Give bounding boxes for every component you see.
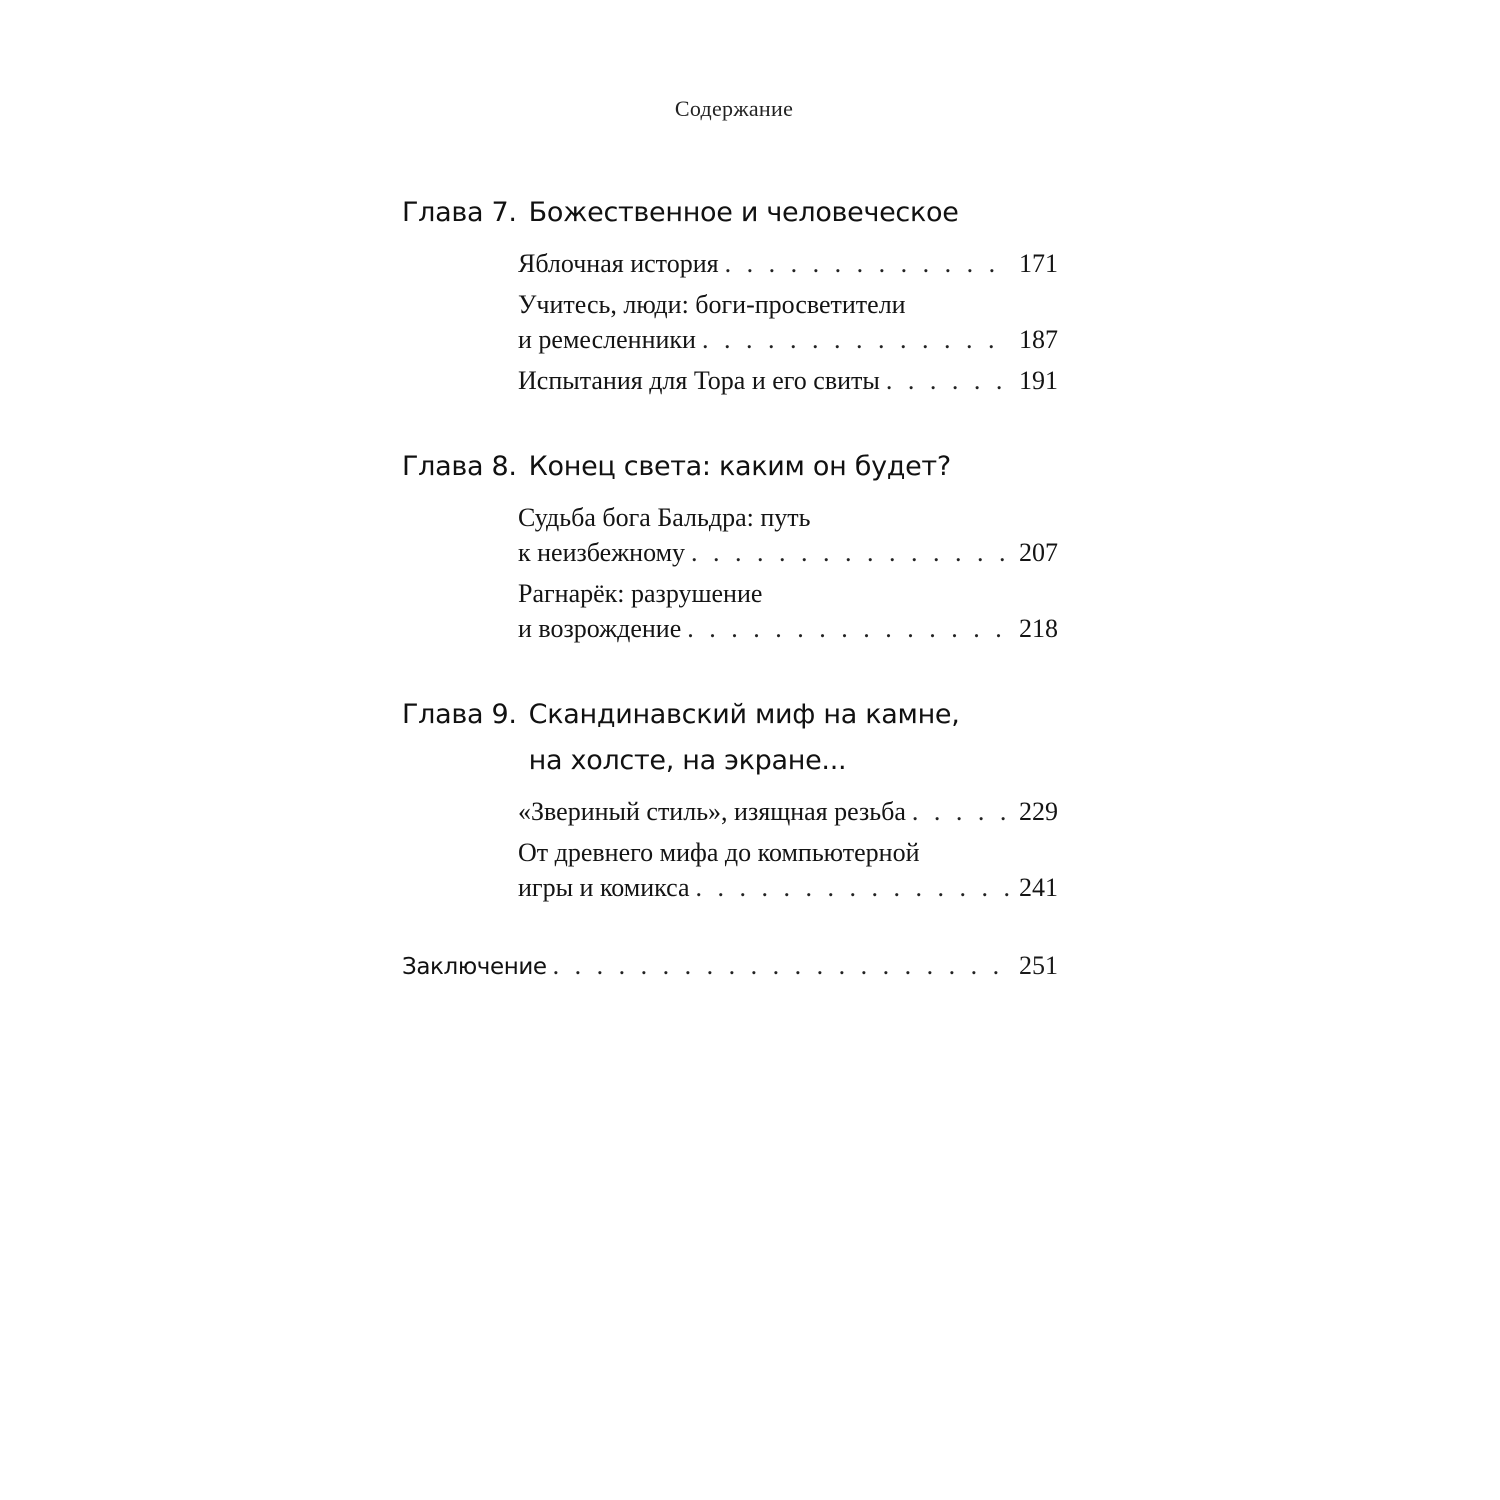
page-number: 171 xyxy=(1019,249,1058,278)
chapter-title xyxy=(402,692,1058,784)
entry-title-line: Рагнарёк: разрушение xyxy=(518,579,763,608)
entry-title: к неизбежному xyxy=(518,538,686,567)
chapter-name-line: Скандинавский миф на камне, xyxy=(528,699,960,730)
chapter-label: Глава 8. xyxy=(402,451,517,482)
conclusion-title: Заключение xyxy=(402,954,547,980)
section-list xyxy=(402,246,1058,398)
page-number: 218 xyxy=(1019,614,1058,643)
dot-leader xyxy=(912,794,1011,829)
chapter-title xyxy=(402,190,1058,236)
chapter-name-line: на холсте, на экране... xyxy=(528,745,847,776)
dot-leader xyxy=(687,611,1011,646)
entry-title: Испытания для Тора и его свиты xyxy=(518,366,880,395)
toc-entry[interactable] xyxy=(518,576,1058,646)
section-list xyxy=(402,794,1058,905)
toc-entry[interactable] xyxy=(518,246,1058,281)
page-number: 191 xyxy=(1019,366,1058,395)
chapter-8 xyxy=(402,444,1058,646)
entry-title-line: Судьба бога Бальдра: путь xyxy=(518,503,811,532)
chapter-7 xyxy=(402,190,1058,398)
dot-leader xyxy=(696,870,1011,905)
chapter-label: Глава 7. xyxy=(402,197,517,228)
chapter-name xyxy=(529,444,969,490)
entry-title: и ремесленники xyxy=(518,325,696,354)
page-number: 187 xyxy=(1019,325,1058,354)
dot-leader xyxy=(553,951,1011,981)
page-number: 207 xyxy=(1019,538,1058,567)
chapter-name xyxy=(529,190,969,236)
dot-leader xyxy=(691,535,1011,570)
page-number: 241 xyxy=(1019,873,1058,902)
dot-leader xyxy=(886,363,1011,398)
chapter-title xyxy=(402,444,1058,490)
section-list xyxy=(402,500,1058,646)
running-head: Содержание xyxy=(674,96,794,121)
chapter-label: Глава 9. xyxy=(402,699,517,730)
toc-entry[interactable] xyxy=(518,794,1058,829)
entry-title: игры и комикса xyxy=(518,873,690,902)
dot-leader xyxy=(725,246,1011,281)
page-number: 229 xyxy=(1019,797,1058,826)
dot-leader xyxy=(702,322,1011,357)
table-of-contents xyxy=(402,190,1058,981)
page-number: 251 xyxy=(1019,951,1058,980)
toc-entry[interactable] xyxy=(518,500,1058,570)
toc-entry[interactable] xyxy=(518,363,1058,398)
toc-entry-conclusion[interactable] xyxy=(402,951,1058,981)
entry-title: Яблочная история xyxy=(518,249,719,278)
chapter-9 xyxy=(402,692,1058,905)
chapter-name xyxy=(529,692,969,784)
entry-title-line: Учитесь, люди: боги-просветители xyxy=(518,290,906,319)
chapter-name-line: Божественное и человеческое xyxy=(528,197,959,228)
entry-title: и возрождение xyxy=(518,614,682,643)
toc-entry[interactable] xyxy=(518,287,1058,357)
entry-title: «Звериный стиль», изящная резьба xyxy=(518,797,906,826)
entry-title-line: От древнего мифа до компьютерной xyxy=(518,838,920,867)
chapter-name-line: Конец света: каким он будет? xyxy=(528,451,951,482)
toc-entry[interactable] xyxy=(518,835,1058,905)
